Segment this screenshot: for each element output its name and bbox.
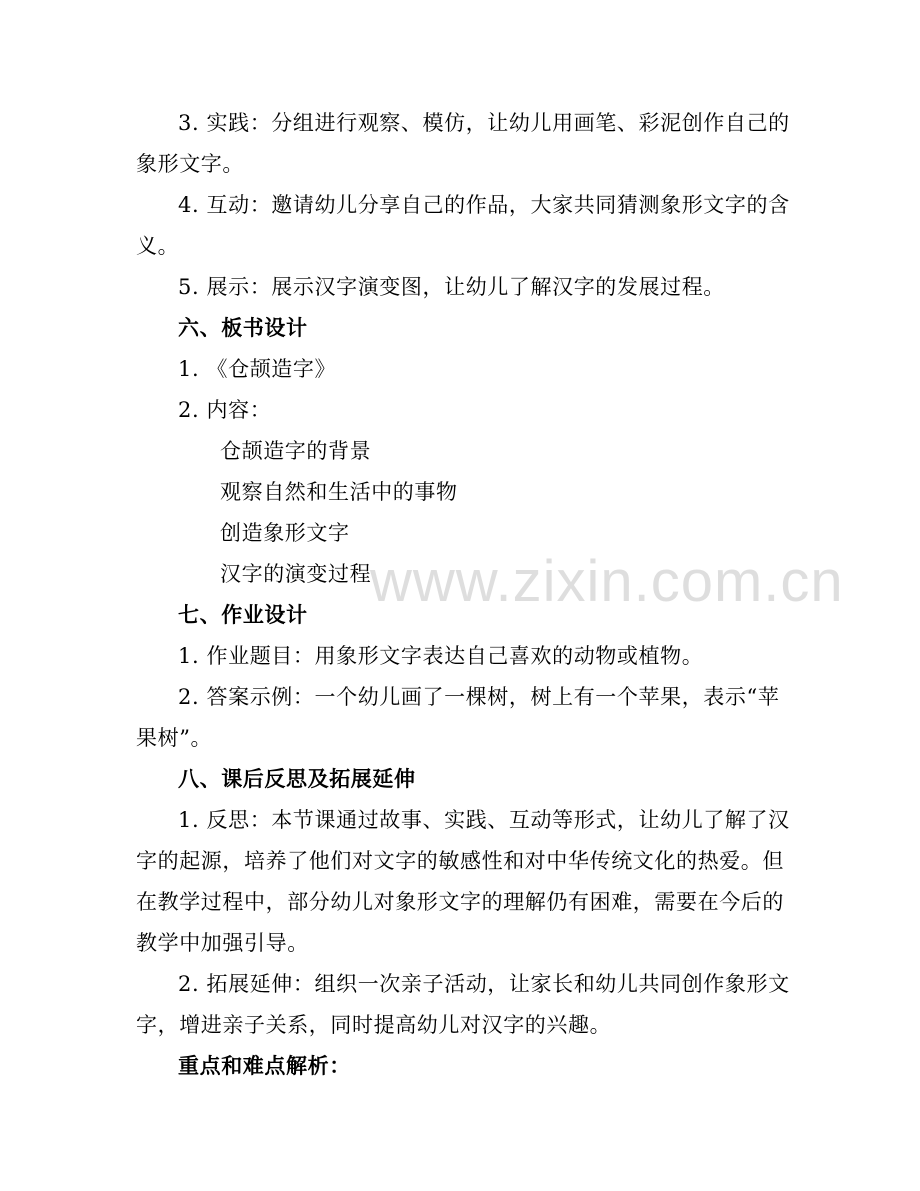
text-line: 1. 作业题目：用象形文字表达自己喜欢的动物或植物。 [178, 644, 704, 668]
text-line: 创造象形文字 [220, 521, 350, 545]
section-heading: 七、作业设计 [178, 603, 308, 627]
section-heading: 重点和难点解析： [178, 1054, 351, 1078]
text-line: 2. 拓展延伸：组织一次亲子活动，让家长和幼儿共同创作象形文 [178, 972, 790, 996]
text-line: 汉字的演变过程 [220, 562, 372, 586]
watermark: www.zixin.com.cn [370, 549, 844, 614]
text-line: 2. 内容： [178, 398, 272, 422]
text-line: 在教学过程中，部分幼儿对象形文字的理解仍有困难，需要在今后的 [136, 890, 784, 914]
text-line: 1. 《仓颉造字》 [178, 357, 337, 381]
text-line: 4. 互动：邀请幼儿分享自己的作品，大家共同猜测象形文字的含 [178, 193, 790, 217]
text-line: 2. 答案示例：一个幼儿画了一棵树，树上有一个苹果，表示“苹 [178, 685, 780, 709]
text-line: 仓颉造字的背景 [220, 439, 372, 463]
text-line: 5. 展示：展示汉字演变图，让幼儿了解汉字的发展过程。 [178, 275, 725, 299]
text-line: 象形文字。 [136, 152, 244, 176]
text-line: 字的起源，培养了他们对文字的敏感性和对中华传统文化的热爱。但 [136, 849, 784, 873]
text-line: 教学中加强引导。 [136, 931, 309, 955]
text-line: 观察自然和生活中的事物 [220, 480, 458, 504]
text-line: 果树”。 [136, 726, 213, 750]
text-line: 义。 [136, 234, 180, 258]
text-line: 1. 反思：本节课通过故事、实践、互动等形式，让幼儿了解了汉 [178, 808, 790, 832]
text-line: 字，增进亲子关系，同时提高幼儿对汉字的兴趣。 [136, 1013, 612, 1037]
text-line: 3. 实践：分组进行观察、模仿，让幼儿用画笔、彩泥创作自己的 [178, 111, 790, 135]
section-heading: 六、板书设计 [178, 316, 308, 340]
section-heading: 八、课后反思及拓展延伸 [178, 767, 416, 791]
